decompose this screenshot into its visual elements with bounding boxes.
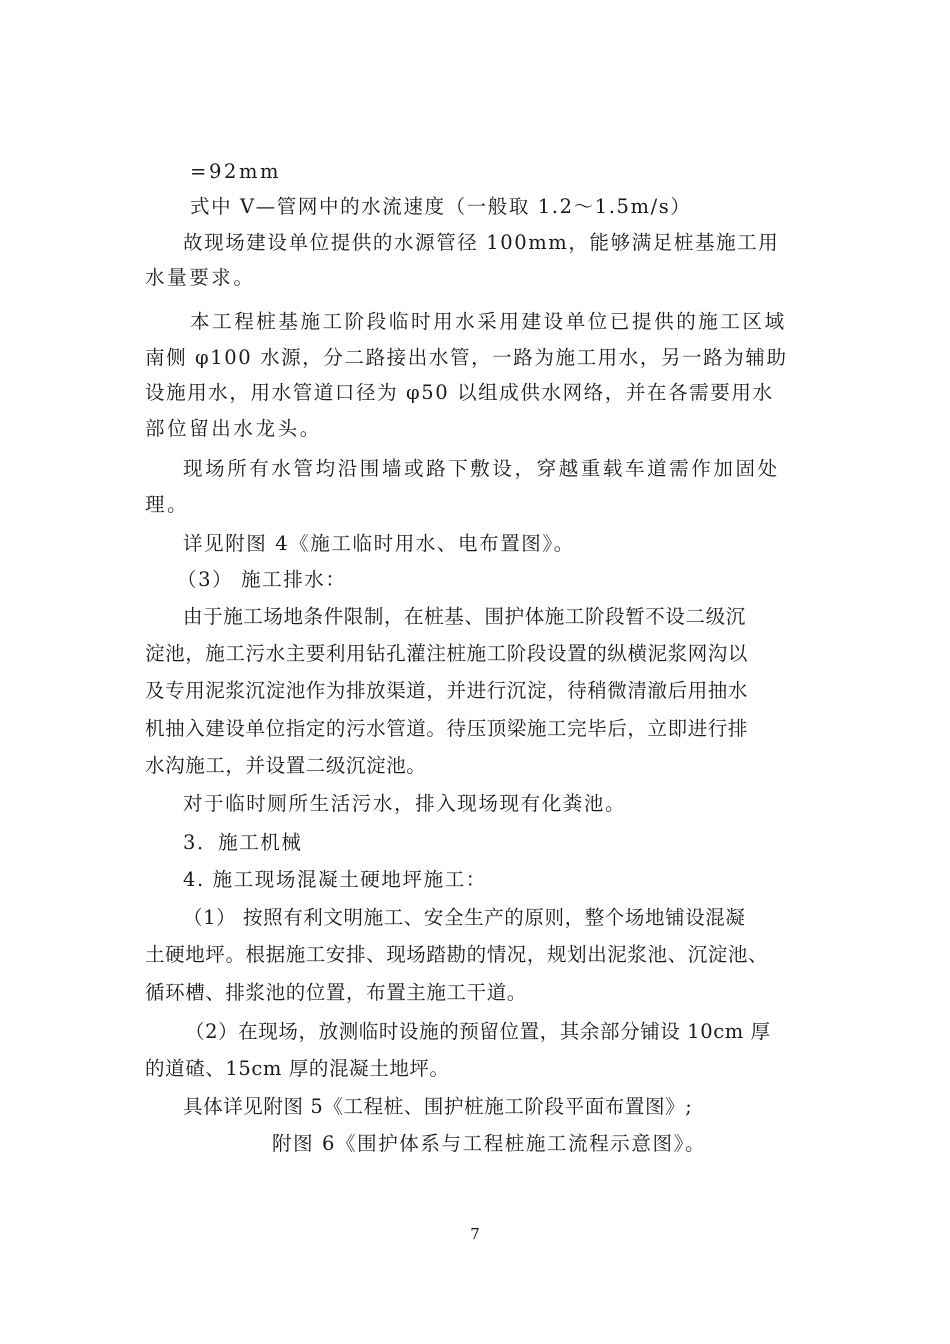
variable-definition-line: 式中 V—管网中的水流速度（一般取 1.2～1.5m/s）: [190, 195, 692, 218]
paragraph-line: 水量要求。: [145, 266, 256, 289]
paragraph-line: 本工程桩基施工阶段临时用水采用建设单位已提供的施工区域: [190, 310, 787, 333]
reference-line: 附图 6《围护体系与工程桩施工流程示意图》。: [272, 1132, 707, 1155]
page-number: 7: [470, 1225, 480, 1243]
paragraph-line: 机抽入建设单位指定的污水管道。待压顶梁施工完毕后，立即进行排: [145, 717, 749, 740]
paragraph-line: 理。: [145, 493, 190, 516]
paragraph-line: 循环槽、排浆池的位置，布置主施工干道。: [145, 981, 527, 1004]
paragraph-line: （1） 按照有利文明施工、安全生产的原则，整个场地铺设混凝: [183, 906, 746, 929]
section-heading: 4. 施工现场混凝土硬地坪施工：: [183, 868, 487, 891]
paragraph-line: 由于施工场地条件限制，在桩基、围护体施工阶段暂不设二级沉: [183, 605, 746, 628]
paragraph-line: 的道碴、15cm 厚的混凝土地坪。: [145, 1057, 450, 1080]
section-heading: 3．施工机械: [183, 831, 303, 854]
reference-line: 详见附图 4《施工临时用水、电布置图》。: [183, 532, 575, 555]
paragraph-line: （2）在现场，放测临时设施的预留位置，其余部分铺设 10cm 厚: [185, 1020, 771, 1043]
paragraph-line: 淀池，施工污水主要利用钻孔灌注桩施工阶段设置的纵横泥浆网沟以: [145, 642, 749, 665]
paragraph-line: 水沟施工，并设置二级沉淀池。: [145, 754, 427, 777]
reference-line: 具体详见附图 5《工程桩、围护桩施工阶段平面布置图》;: [183, 1095, 693, 1118]
paragraph-line: 南侧 φ100 水源，分二路接出水管，一路为施工用水，另一路为辅助: [145, 346, 788, 369]
paragraph-line: 部位留出水龙头。: [145, 417, 322, 440]
section-heading: （3） 施工排水：: [177, 568, 347, 591]
paragraph-line: 故现场建设单位提供的水源管径 100mm，能够满足桩基施工用: [183, 231, 780, 254]
paragraph-line: 设施用水，用水管道口径为 φ50 以组成供水网络，并在各需要用水: [145, 381, 774, 404]
formula-result-line: =92mm: [190, 160, 282, 183]
paragraph-line: 对于临时厕所生活污水，排入现场现有化粪池。: [183, 792, 627, 815]
paragraph-line: 及专用泥浆沉淀池作为排放渠道，并进行沉淀，待稍微清澈后用抽水: [145, 679, 749, 702]
paragraph-line: 土硬地坪。根据施工安排、现场踏勘的情况，规划出泥浆池、沉淀池、: [145, 943, 769, 966]
paragraph-line: 现场所有水管均沿围墙或路下敷设，穿越重载车道需作加固处: [183, 457, 780, 480]
